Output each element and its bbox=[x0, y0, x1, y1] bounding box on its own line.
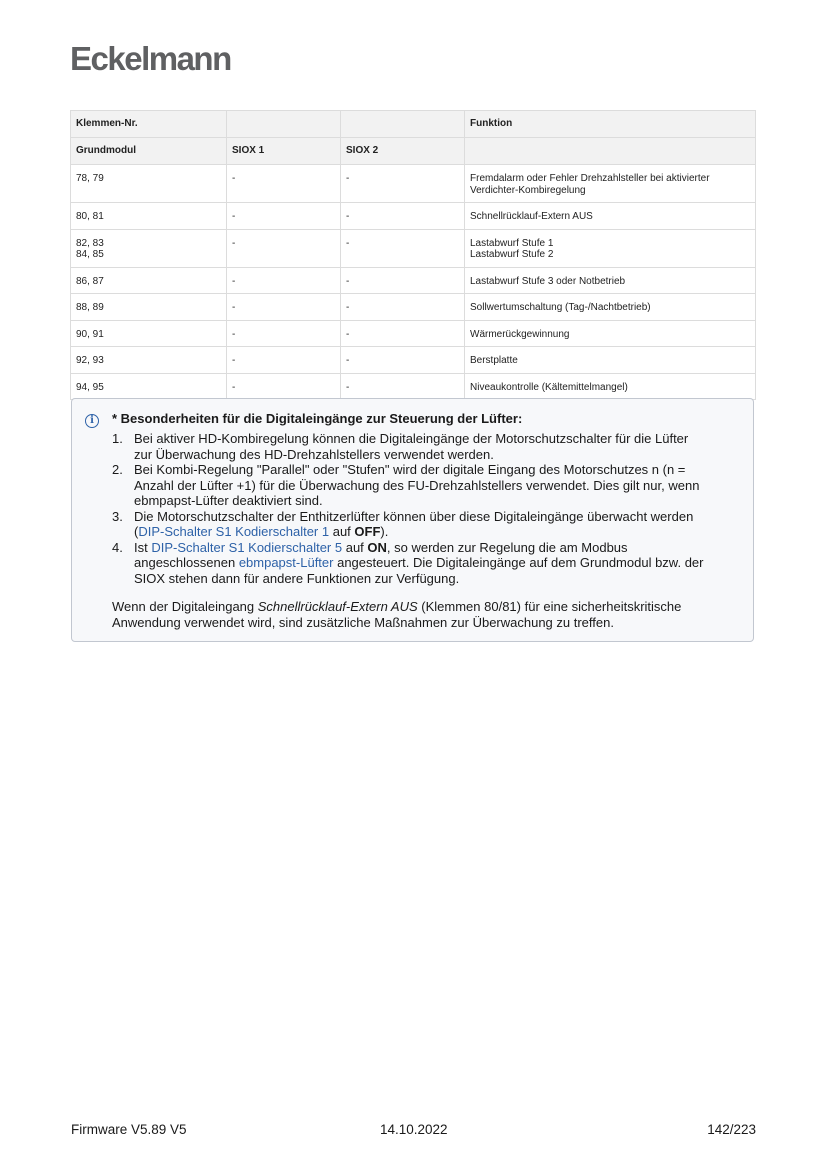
company-logo: Eckelmann bbox=[70, 40, 231, 77]
table-row bbox=[71, 229, 756, 267]
dip-switch-5-link[interactable]: DIP-Schalter S1 Kodierschalter 5 bbox=[151, 539, 343, 555]
list-item: 1. Bei aktiver HD-Kombiregelung können die Digitaleingänge der Motorschutzschalter für die Lüfter zur Überwachung des HD-Drehzahlstellers verwendet werden. bbox=[112, 431, 689, 462]
siox1-cell: - bbox=[227, 267, 341, 294]
terminal-cell: 88, 89 bbox=[71, 294, 227, 321]
terminal-cell: 78, 79 bbox=[71, 165, 227, 203]
function-cell: Lastabwurf Stufe 3 oder Notbetrieb bbox=[465, 267, 756, 294]
note-warning-text: Wenn der Digitaleingang Schnellrücklauf-Extern AUS (Klemmen 80/81) für eine sicherheitskritische Anwendung verwendet wird, sind zusätzliche Maßnahmen zur Überwachung zu treffen. bbox=[112, 599, 682, 630]
header-siox2: SIOX 2 bbox=[341, 138, 465, 165]
siox2-cell: - bbox=[341, 294, 465, 321]
siox2-cell: - bbox=[341, 165, 465, 203]
siox2-cell: - bbox=[341, 347, 465, 374]
table-row bbox=[71, 267, 756, 294]
siox2-cell: - bbox=[341, 203, 465, 230]
list-item: 4. Ist DIP-Schalter S1 Kodierschalter 5 auf ON, so werden zur Regelung die am Modbus angeschlossenen ebmpapst-Lüfter angesteuert. Die Digitaleingänge auf dem Grundmodul bzw. der SIOX stehen dann für andere Funktionen zur Verfügung. bbox=[112, 539, 704, 586]
siox1-cell: - bbox=[227, 347, 341, 374]
siox1-cell: - bbox=[227, 165, 341, 203]
info-circle-icon: i bbox=[85, 414, 99, 428]
note-list bbox=[112, 431, 744, 586]
header-empty-1 bbox=[227, 111, 341, 138]
function-cell: Berstplatte bbox=[465, 347, 756, 374]
header-base-module: Grundmodul bbox=[71, 138, 227, 165]
table-row bbox=[71, 203, 756, 230]
function-cell: Wärmerückgewinnung bbox=[465, 320, 756, 347]
function-cell: Schnellrücklauf-Extern AUS bbox=[465, 203, 756, 230]
siox1-cell: - bbox=[227, 229, 341, 267]
note-title: * Besonderheiten für die Digitaleingänge zur Steuerung der Lüfter: bbox=[112, 411, 523, 426]
footer-date: 14.10.2022 bbox=[380, 1122, 448, 1137]
header-function: Funktion bbox=[465, 111, 756, 138]
terminal-table bbox=[70, 110, 756, 400]
siox2-cell: - bbox=[341, 267, 465, 294]
function-cell: Sollwertumschaltung (Tag-/Nachtbetrieb) bbox=[465, 294, 756, 321]
function-cell: Fremdalarm oder Fehler Drehzahlsteller bei aktivierter Verdichter-Kombiregelung bbox=[465, 165, 756, 203]
siox1-cell: - bbox=[227, 320, 341, 347]
siox1-cell: - bbox=[227, 294, 341, 321]
dip-switch-1-link[interactable]: DIP-Schalter S1 Kodierschalter 1 bbox=[138, 524, 330, 539]
function-cell: Lastabwurf Stufe 1 Lastabwurf Stufe 2 bbox=[465, 229, 756, 267]
header-empty-2 bbox=[341, 111, 465, 138]
header-empty-3 bbox=[465, 138, 756, 165]
siox1-cell: - bbox=[227, 203, 341, 230]
siox2-cell: - bbox=[341, 373, 465, 400]
table-row bbox=[71, 347, 756, 374]
table-header-row bbox=[71, 111, 756, 138]
terminal-cell: 80, 81 bbox=[71, 203, 227, 230]
terminal-cell: 82, 83 84, 85 bbox=[71, 229, 227, 267]
siox1-cell: - bbox=[227, 373, 341, 400]
footer-page-number: 142/223 bbox=[707, 1122, 756, 1137]
table-row bbox=[71, 373, 756, 400]
ebmpapst-fan-link[interactable]: ebmpapst-Lüfter bbox=[238, 555, 334, 570]
siox2-cell: - bbox=[341, 229, 465, 267]
table-subheader-row bbox=[71, 138, 756, 165]
info-note-panel bbox=[71, 398, 754, 642]
table-row bbox=[71, 320, 756, 347]
terminal-cell: 90, 91 bbox=[71, 320, 227, 347]
table-row bbox=[71, 165, 756, 203]
terminal-cell: 92, 93 bbox=[71, 347, 227, 374]
function-cell: Niveaukontrolle (Kältemittelmangel) bbox=[465, 373, 756, 400]
list-item: 2. Bei Kombi-Regelung "Parallel" oder "Stufen" wird der digitale Eingang des Motorschutzes n (n = Anzahl der Lüfter +1) für die Überwachung des FU-Drehzahlstellers verwendet. Dies gilt nur, wenn ebmpapst-Lüfter deaktiviert sind. bbox=[112, 462, 700, 508]
header-terminal-no: Klemmen-Nr. bbox=[71, 111, 227, 138]
terminal-cell: 94, 95 bbox=[71, 373, 227, 400]
terminal-cell: 86, 87 bbox=[71, 267, 227, 294]
table-row bbox=[71, 294, 756, 321]
header-siox1: SIOX 1 bbox=[227, 138, 341, 165]
list-item: 3. Die Motorschutzschalter der Enthitzerlüfter können über diese Digitaleingänge überwacht werden (DIP-Schalter S1 Kodierschalter 1 auf OFF). bbox=[112, 508, 694, 539]
siox2-cell: - bbox=[341, 320, 465, 347]
footer-firmware: Firmware V5.89 V5 bbox=[71, 1122, 187, 1137]
